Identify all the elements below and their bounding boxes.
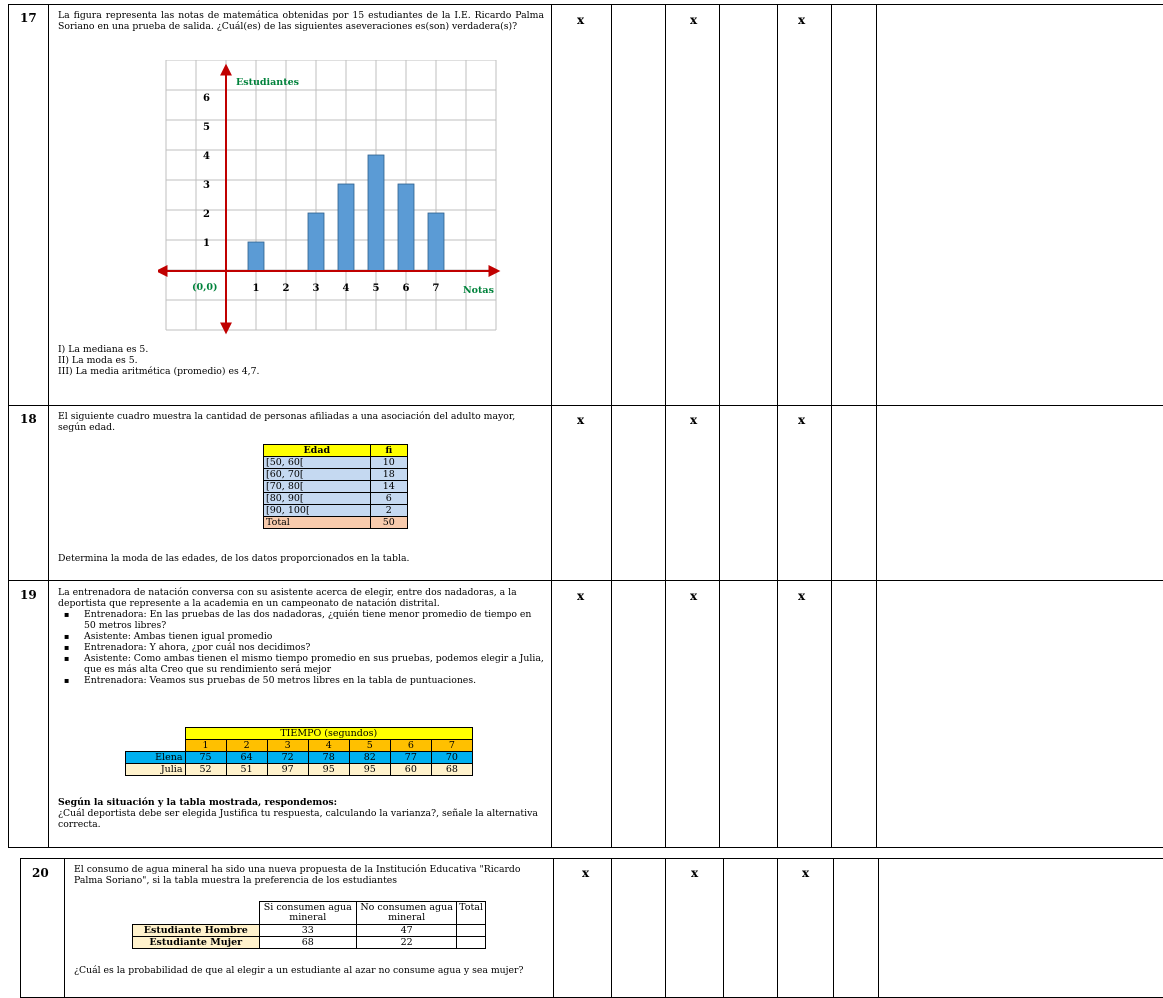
water-consumption-table (132, 901, 486, 949)
table-header: 1 (185, 740, 226, 752)
table-cell: 51 (226, 764, 267, 776)
table-cell: [80, 90[ (264, 493, 371, 505)
question-number: 19 (20, 588, 37, 602)
column-divider (777, 858, 778, 998)
x-tick-label: 4 (342, 283, 350, 294)
x-tick-label: 5 (372, 283, 380, 294)
question-intro: La entrenadora de natación conversa con su asistente acerca de elegir, entre dos nadadoras, a la deportista que represente a la academia en un campeonato de natación distrital. (58, 587, 517, 609)
column-divider (64, 858, 65, 998)
bar-5 (368, 155, 384, 271)
table-cell: 72 (267, 752, 308, 764)
column-divider (723, 858, 724, 998)
table-cell: 70 (431, 752, 472, 764)
table-cell: 64 (226, 752, 267, 764)
table-header: 5 (349, 740, 390, 752)
check-mark: x (577, 413, 585, 427)
table-cell: 75 (185, 752, 226, 764)
row-divider (8, 405, 1163, 406)
y-tick-label: 2 (203, 209, 210, 220)
check-mark: x (798, 13, 806, 27)
table-row (264, 481, 408, 493)
table-cell: 22 (357, 937, 457, 949)
question-number: 18 (20, 412, 37, 426)
table-cell: 2 (370, 505, 407, 517)
bar-7 (428, 213, 444, 271)
table-row (126, 752, 473, 764)
column-divider (665, 858, 666, 998)
check-mark: x (691, 866, 699, 880)
question-text: El consumo de agua mineral ha sido una nueva propuesta de la Institución Educativa "Ricardo Palma Soriano", si la tabla muestra la preferencia de los estudiantes (74, 864, 521, 886)
statement: III) La media aritmética (promedio) es 4,7. (58, 366, 260, 377)
statement: II) La moda es 5. (58, 355, 138, 366)
table-row (133, 925, 486, 937)
column-divider (876, 4, 877, 848)
table-cell: 95 (308, 764, 349, 776)
dialog-line: ▪ Entrenadora: Y ahora, ¿por cuál nos decidimos? (58, 642, 544, 653)
bar-4 (338, 184, 354, 271)
dialog-line: ▪ Entrenadora: Veamos sus pruebas de 50 metros libres en la tabla de puntuaciones. (58, 675, 544, 686)
check-mark: x (802, 866, 810, 880)
column-divider (611, 4, 612, 848)
table-row (133, 937, 486, 949)
check-mark: x (798, 589, 806, 603)
table-row (264, 505, 408, 517)
x-tick-label: 3 (312, 283, 320, 294)
table-header: Si consumen agua mineral (259, 902, 357, 925)
question-number: 20 (32, 866, 49, 880)
age-frequency-table (263, 444, 408, 529)
question-prompt: Determina la moda de las edades, de los datos proporcionados en la tabla. (58, 553, 410, 564)
table-cell: [70, 80[ (264, 481, 371, 493)
table-cell: 95 (349, 764, 390, 776)
table-cell: 18 (370, 469, 407, 481)
x-tick-label: 1 (252, 283, 260, 294)
y-tick-labels (203, 93, 210, 249)
question-text: ¿Cuál deportista debe ser elegida Justifica tu respuesta, calculando la varianza?, señale la alternativa correcta. (58, 808, 538, 830)
table-cell: 52 (185, 764, 226, 776)
check-mark: x (577, 589, 585, 603)
y-tick-label: 1 (203, 238, 210, 249)
dialog-list (58, 609, 544, 686)
question-text (58, 587, 544, 686)
y-tick-label: 3 (203, 180, 210, 191)
statements-list (58, 344, 538, 377)
question-prompt (58, 797, 544, 830)
table-cell (457, 937, 486, 949)
dialog-line: ▪ Entrenadora: En las pruebas de las dos nadadoras, ¿quién tiene menor promedio de tiempo en 50 metros libres? (58, 609, 544, 631)
table-cell: 97 (267, 764, 308, 776)
check-mark: x (798, 413, 806, 427)
table-row (126, 764, 473, 776)
x-tick-labels (253, 283, 440, 294)
table-total-row (264, 517, 408, 529)
table-cell: 14 (370, 481, 407, 493)
column-divider (833, 858, 834, 998)
swimmer-name: Julia (126, 764, 186, 776)
table-cell: 78 (308, 752, 349, 764)
table-header: 7 (431, 740, 472, 752)
x-tick-label: 7 (432, 283, 440, 294)
bar-3 (308, 213, 324, 271)
column-divider (831, 4, 832, 848)
table-cell: 77 (390, 752, 431, 764)
table-header: 3 (267, 740, 308, 752)
dialog-line: ▪ Asistente: Ambas tienen igual promedio (58, 631, 544, 642)
column-divider (665, 4, 666, 848)
bar-6 (398, 184, 414, 271)
table-cell: 82 (349, 752, 390, 764)
table-cell (457, 925, 486, 937)
table-cell: 60 (390, 764, 431, 776)
check-mark: x (690, 413, 698, 427)
y-tick-label: 6 (203, 93, 210, 104)
question-subheading: Según la situación y la tabla mostrada, respondemos: (58, 797, 338, 808)
column-divider (553, 858, 554, 998)
swimmer-name: Elena (126, 752, 186, 764)
table-cell: 47 (357, 925, 457, 937)
dialog-line: ▪ Asistente: Como ambas tienen el mismo tiempo promedio en sus pruebas, podemos elegir a Julia, que es más alta Creo que su rendimiento será mejor (58, 653, 544, 675)
times-table (125, 727, 473, 776)
table-cell: Total (264, 517, 371, 529)
table-cell: 6 (370, 493, 407, 505)
bar-1 (248, 242, 264, 271)
question-prompt: ¿Cuál es la probabilidad de que al elegir a un estudiante al azar no consume agua y sea mujer? (74, 965, 524, 976)
table-header: 6 (390, 740, 431, 752)
table-cell: 10 (370, 457, 407, 469)
column-divider (719, 4, 720, 848)
table-cell: [60, 70[ (264, 469, 371, 481)
table-row (264, 493, 408, 505)
table-cell: 50 (370, 517, 407, 529)
table-cell: 68 (259, 937, 357, 949)
table-row (264, 469, 408, 481)
origin-label: (0,0) (192, 282, 218, 293)
row-label: Estudiante Hombre (133, 925, 260, 937)
check-mark: x (690, 589, 698, 603)
question-number: 17 (20, 11, 37, 25)
column-divider (551, 4, 552, 848)
y-tick-label: 5 (203, 122, 210, 133)
table-header: Edad (264, 445, 371, 457)
table-cell: [90, 100[ (264, 505, 371, 517)
table-cell: 68 (431, 764, 472, 776)
table-header: 2 (226, 740, 267, 752)
question-text: El siguiente cuadro muestra la cantidad de personas afiliadas a una asociación del adulto mayor, según edad. (58, 411, 516, 433)
statement: I) La mediana es 5. (58, 344, 149, 355)
table-cell: [50, 60[ (264, 457, 371, 469)
x-axis-label: Notas (463, 285, 494, 296)
column-divider (611, 858, 612, 998)
column-divider (878, 858, 879, 998)
y-axis-label: Estudiantes (236, 77, 299, 88)
check-mark: x (577, 13, 585, 27)
column-divider (48, 4, 49, 848)
table-cell: 33 (259, 925, 357, 937)
table-header: fi (370, 445, 407, 457)
y-tick-label: 4 (203, 151, 210, 162)
table-header: Total (457, 902, 486, 925)
row-divider (8, 580, 1163, 581)
x-tick-label: 6 (402, 283, 410, 294)
column-divider (777, 4, 778, 848)
check-mark: x (690, 13, 698, 27)
table-header: 4 (308, 740, 349, 752)
x-tick-label: 2 (282, 283, 290, 294)
question-text: La figura representa las notas de matemática obtenidas por 15 estudiantes de la I.E. Ricardo Palma Soriano en una prueba de salida. ¿Cuál(es) de las siguientes aseveraciones es(son) verdadera(s)? (58, 10, 544, 32)
bar-chart (158, 60, 508, 335)
check-mark: x (582, 866, 590, 880)
table-title: TIEMPO (segundos) (185, 728, 473, 740)
row-label: Estudiante Mujer (133, 937, 260, 949)
table-row (264, 457, 408, 469)
table-header: No consumen agua mineral (357, 902, 457, 925)
